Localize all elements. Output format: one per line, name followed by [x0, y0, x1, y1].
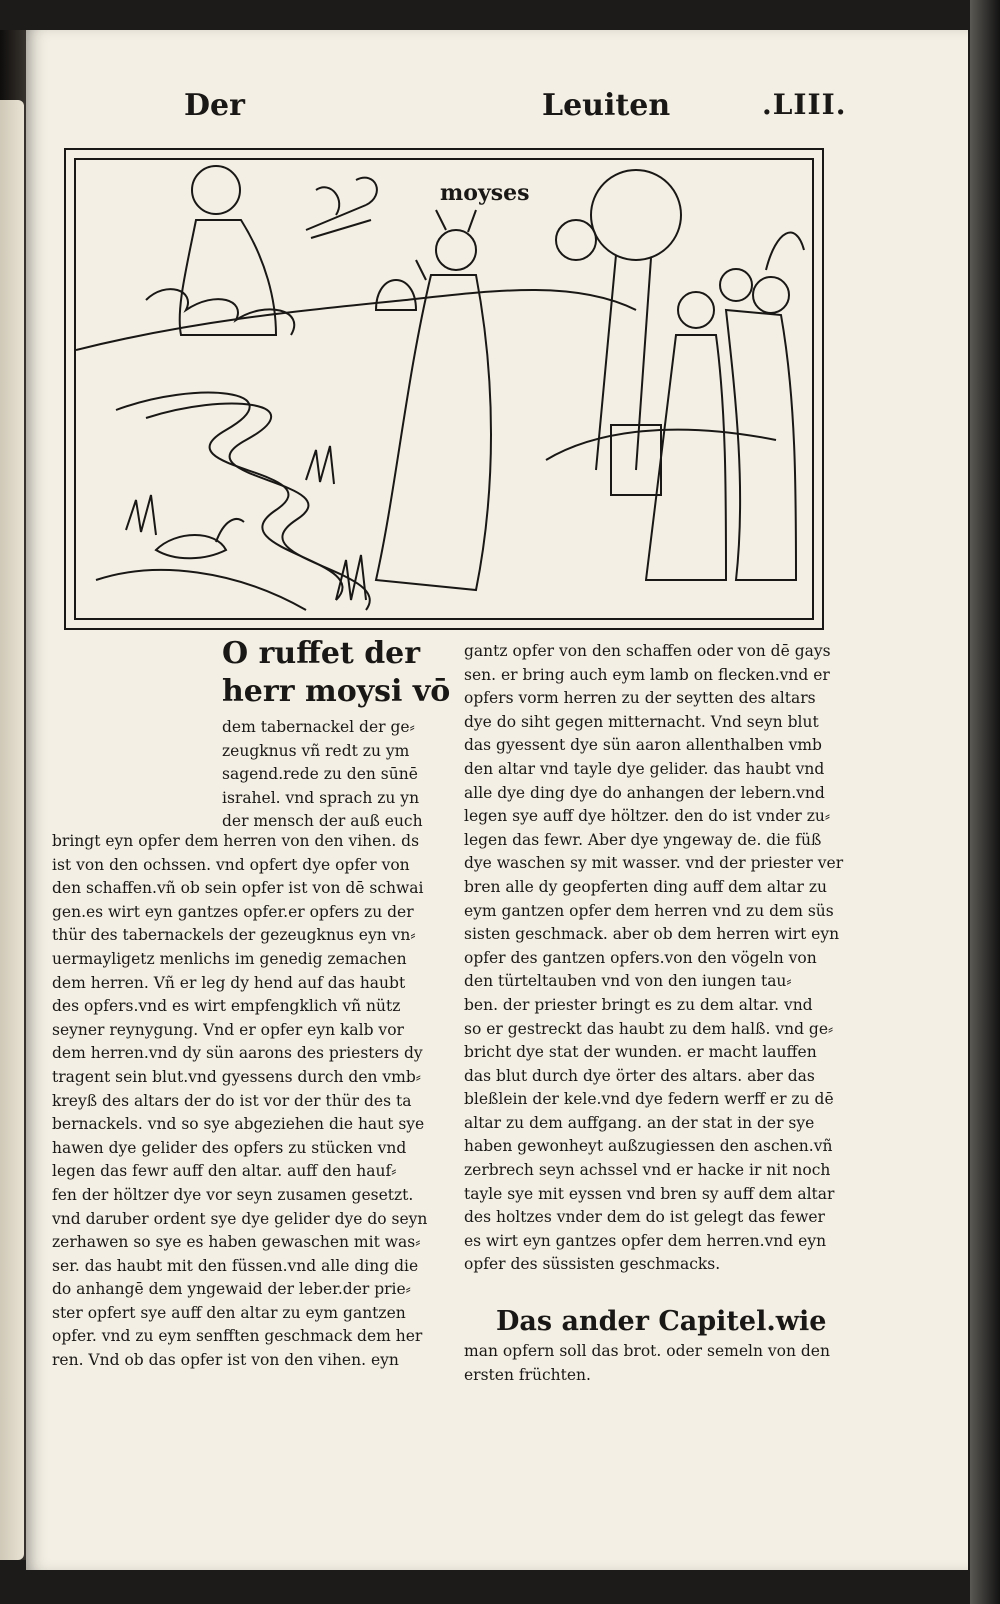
text-line: gantz opfer von den schaffen oder von dē gays	[464, 642, 831, 660]
text-line: der mensch der auß euch	[222, 812, 423, 831]
text-line: legen sye auff dye höltzer. den do ist vnder zu⸗	[464, 807, 831, 826]
text-line: opfer. vnd zu eym senfften geschmack dem her	[52, 1327, 423, 1346]
chapter-heading: Das ander Capitel.wie	[496, 1306, 827, 1337]
text-line: bricht dye stat der wunden. er macht lauffen	[464, 1043, 817, 1062]
text-line: kreyß des altars der do ist vor der thür des ta	[52, 1091, 412, 1110]
facing-page-sliver	[0, 100, 24, 1560]
text-line: des holtzes vnder dem do ist gelegt das fewer	[464, 1208, 825, 1227]
book-edge-right	[970, 0, 1000, 1604]
text-line: opfer des süssisten geschmacks.	[464, 1255, 721, 1274]
text-line: so er gestreckt das haubt zu dem halß. vnd ge⸗	[464, 1019, 834, 1038]
text-line: dye waschen sy mit wasser. vnd der priester ver	[464, 854, 844, 873]
text-line: bleßlein der kele.vnd dye federn werff er zu dē	[464, 1090, 834, 1109]
woodcut-inner-frame	[74, 158, 814, 620]
text-line: den schaffen.vñ ob sein opfer ist von dē schwai	[52, 879, 424, 898]
text-line: do anhangē dem yngewaid der leber.der prie⸗	[52, 1280, 411, 1299]
text-line: alle dye ding dye do anhangen der lebern.vnd	[464, 783, 825, 802]
text-line: dem tabernackel der ge⸗	[222, 718, 415, 736]
text-line: zerbrech seyn achssel vnd er hacke ir nit noch	[464, 1161, 831, 1180]
text-line: ser. das haubt mit den füssen.vnd alle ding die	[52, 1256, 419, 1275]
left-column-narrow	[222, 716, 423, 834]
text-line: israhel. vnd sprach zu yn	[222, 788, 420, 807]
text-line: ster opfert sye auff den altar zu eym gantzen	[52, 1303, 406, 1322]
opening-line: O ruffet der	[222, 636, 421, 671]
text-line: den altar vnd tayle dye gelider. das haubt vnd	[464, 759, 825, 778]
text-line: ist von den ochssen. vnd opfert dye opfer von	[52, 855, 410, 874]
text-line: opfer des gantzen opfers.von den vögeln von	[464, 948, 817, 967]
text-line: man opfern soll das brot. oder semeln von den	[464, 1342, 830, 1360]
text-line: bringt eyn opfer dem herren von den vihen. ds	[52, 832, 420, 850]
woodcut-drawing	[76, 160, 812, 618]
text-line: das gyessent dye sün aaron allenthalben vmb	[464, 736, 822, 755]
chapter-opening	[222, 634, 450, 710]
woodcut-caption-moyses: moyses	[436, 180, 534, 206]
text-line: bren alle dy geopferten ding auff dem altar zu	[464, 877, 828, 896]
text-line: zerhawen so sye es haben gewaschen mit was⸗	[52, 1233, 421, 1252]
text-line: dem herren. Vñ er leg dy hend auf das haubt	[52, 973, 406, 992]
text-line: ren. Vnd ob das opfer ist von den vihen. eyn	[52, 1351, 399, 1370]
chapter-summary	[464, 1340, 830, 1387]
opening-line: herr moysi vō	[222, 674, 451, 709]
folio-number: .LIII.	[762, 88, 847, 121]
book-page	[26, 30, 968, 1570]
text-line: es wirt eyn gantzes opfer dem herren.vnd eyn	[464, 1231, 827, 1250]
text-line: hawen dye gelider des opfers zu stücken vnd	[52, 1138, 407, 1157]
left-column	[52, 830, 427, 1373]
text-line: haben gewonheyt außzugiessen den aschen.vñ	[464, 1137, 833, 1156]
text-line: gen.es wirt eyn gantzes opfer.er opfers zu der	[52, 902, 414, 921]
text-line: sisten geschmack. aber ob dem herren wirt eyn	[464, 925, 840, 944]
text-line: dem herren.vnd dy sün aarons des priesters dy	[52, 1044, 423, 1063]
text-line: legen das fewr. Aber dye yngeway de. die füß	[464, 830, 822, 849]
text-line: das blut durch dye örter des altars. aber das	[464, 1066, 815, 1085]
text-line: tayle sye mit eyssen vnd bren sy auff dem altar	[464, 1184, 835, 1203]
running-head-left: Der	[184, 88, 245, 123]
text-line: bernackels. vnd so sye abgeziehen die haut sye	[52, 1115, 425, 1134]
running-head-book-title: Leuiten	[542, 88, 671, 123]
text-line: zeugknus vñ redt zu ym	[222, 741, 410, 760]
text-line: seyner reynygung. Vnd er opfer eyn kalb vor	[52, 1020, 404, 1039]
text-line: uermayligetz menlichs im genedig zemachen	[52, 949, 407, 968]
text-line: des opfers.vnd es wirt empfengklich vñ nütz	[52, 997, 401, 1016]
text-line: thür des tabernackels der gezeugknus eyn vn⸗	[52, 926, 416, 945]
text-line: opfers vorm herren zu der seytten des altars	[464, 689, 816, 708]
text-line: sen. er bring auch eym lamb on flecken.vnd er	[464, 665, 830, 684]
text-line: den türteltauben vnd von den iungen tau⸗	[464, 972, 792, 991]
text-line: dye do siht gegen mitternacht. Vnd seyn blut	[464, 712, 819, 731]
text-line: sagend.rede zu den sūnē	[222, 765, 418, 784]
text-line: legen das fewr auff den altar. auff den hauf⸗	[52, 1162, 397, 1181]
running-head	[26, 88, 968, 134]
text-line: altar zu dem auffgang. an der stat in der sye	[464, 1113, 815, 1132]
woodcut-illustration	[64, 148, 824, 630]
text-line: ben. der priester bringt es zu dem altar. vnd	[464, 995, 813, 1014]
text-line: fen der höltzer dye vor seyn zusamen gesetzt.	[52, 1185, 414, 1204]
text-line: eym gantzen opfer dem herren vnd zu dem süs	[464, 901, 834, 920]
right-column	[464, 640, 843, 1277]
text-line: vnd daruber ordent sye dye gelider dye do seyn	[52, 1209, 428, 1228]
text-line: ersten früchten.	[464, 1365, 591, 1384]
text-line: tragent sein blut.vnd gyessens durch den vmb⸗	[52, 1067, 421, 1086]
